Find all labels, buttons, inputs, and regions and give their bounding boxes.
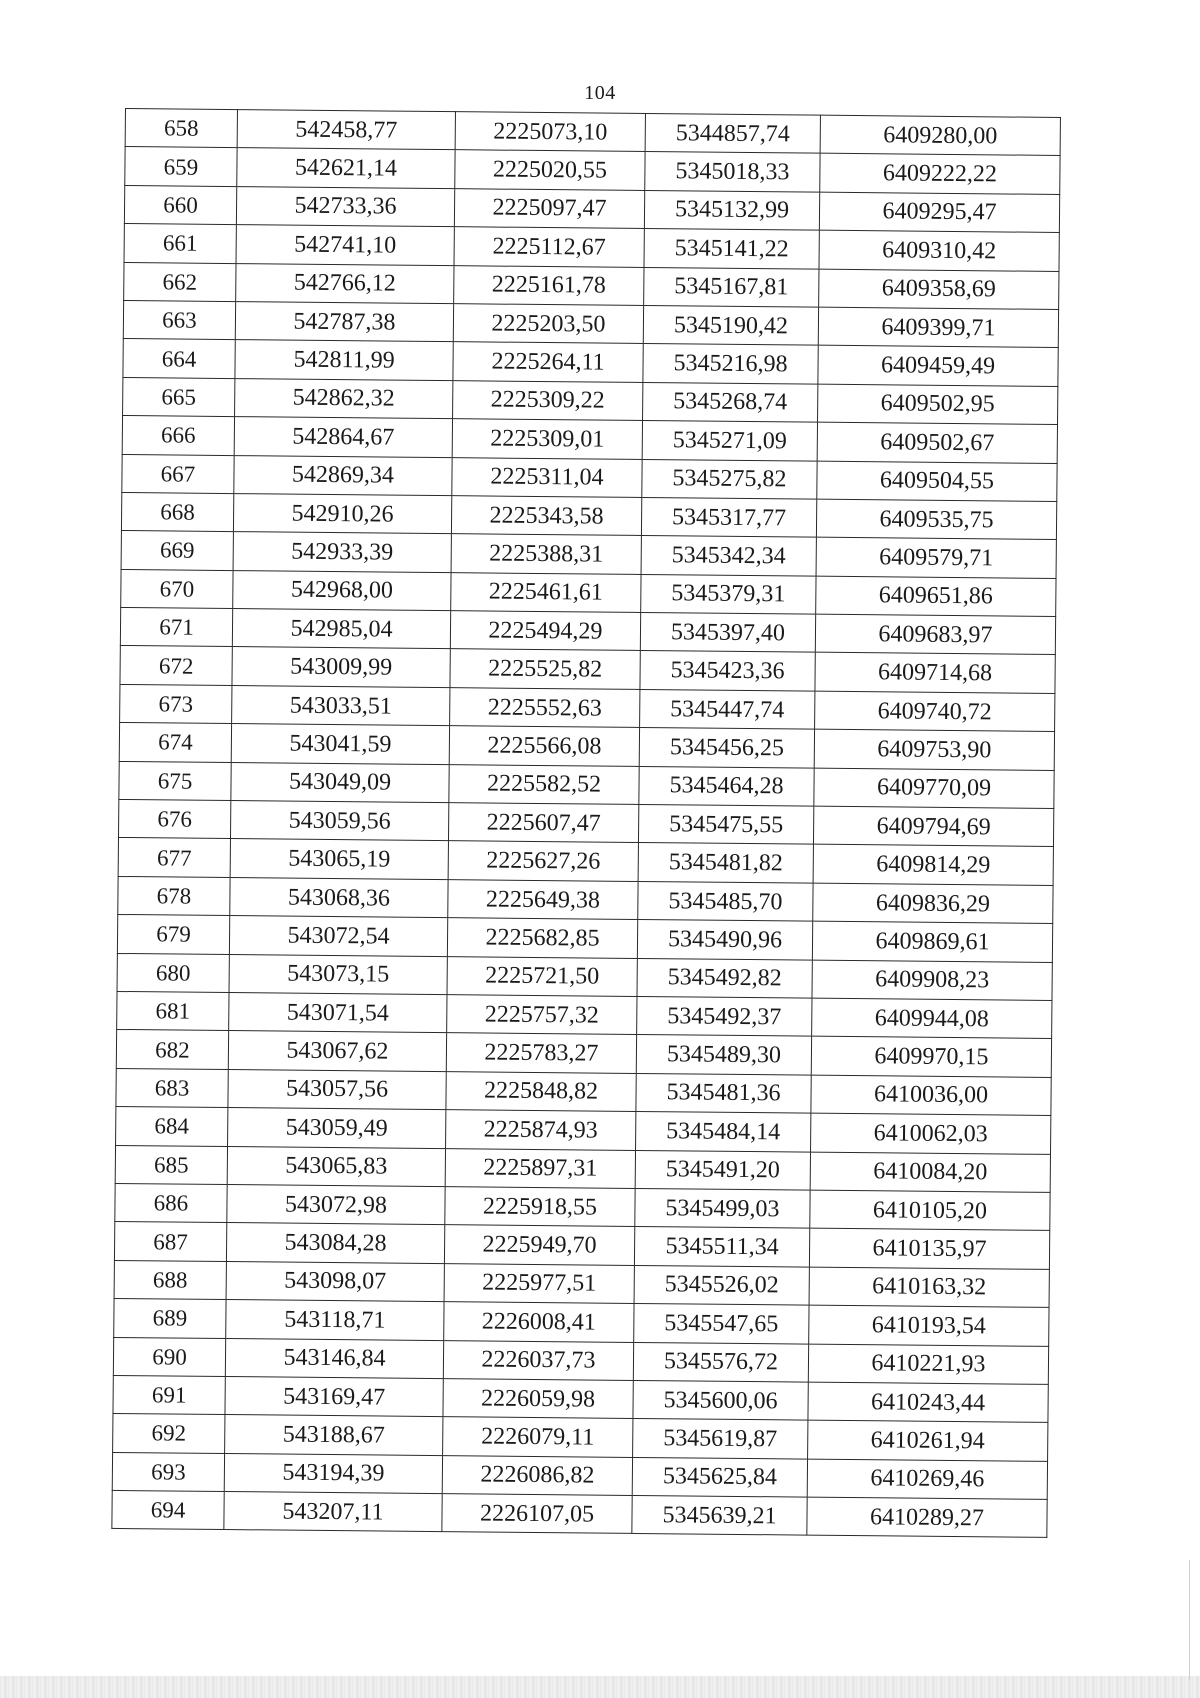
x-coordinate-cell: 542968,00 (233, 570, 451, 610)
point-number-cell: 671 (120, 608, 232, 647)
y2-coordinate-cell: 6410261,94 (808, 1420, 1048, 1461)
x2-coordinate-cell: 5345499,03 (635, 1188, 810, 1228)
x2-coordinate-cell: 5345475,55 (638, 804, 813, 844)
x-coordinate-cell: 543033,51 (232, 685, 450, 725)
point-number-cell: 673 (120, 684, 232, 723)
y-coordinate-cell: 2226086,82 (442, 1455, 632, 1495)
x2-coordinate-cell: 5345484,14 (636, 1112, 811, 1152)
y2-coordinate-cell: 6410221,93 (808, 1344, 1048, 1385)
x-coordinate-cell: 543072,98 (227, 1184, 445, 1224)
y2-coordinate-cell: 6409502,95 (818, 384, 1058, 425)
y-coordinate-cell: 2225203,50 (453, 304, 643, 344)
point-number-cell: 663 (123, 300, 235, 339)
y2-coordinate-cell: 6409280,00 (820, 115, 1060, 156)
x-coordinate-cell: 543169,47 (225, 1376, 443, 1416)
x2-coordinate-cell: 5345447,74 (640, 689, 815, 729)
point-number-cell: 692 (113, 1414, 225, 1453)
y-coordinate-cell: 2225388,31 (451, 534, 641, 574)
y2-coordinate-cell: 6409770,09 (814, 768, 1054, 809)
y-coordinate-cell: 2225977,51 (444, 1263, 634, 1303)
y-coordinate-cell: 2225897,31 (445, 1148, 635, 1188)
x-coordinate-cell: 543059,49 (228, 1108, 446, 1148)
y-coordinate-cell: 2225918,55 (445, 1187, 635, 1227)
x-coordinate-cell: 543049,09 (231, 762, 449, 802)
x2-coordinate-cell: 5345379,31 (641, 574, 816, 614)
y2-coordinate-cell: 6410163,32 (809, 1267, 1049, 1308)
point-number-cell: 670 (121, 569, 233, 608)
y-coordinate-cell: 2225949,70 (444, 1225, 634, 1265)
coordinates-table-body (112, 109, 1061, 1538)
y2-coordinate-cell: 6409358,69 (819, 269, 1059, 310)
x-coordinate-cell: 543146,84 (225, 1338, 443, 1378)
y2-coordinate-cell: 6409504,55 (817, 461, 1057, 502)
y-coordinate-cell: 2226079,11 (443, 1417, 633, 1457)
y2-coordinate-cell: 6409651,86 (816, 576, 1056, 617)
x-coordinate-cell: 543188,67 (225, 1415, 443, 1455)
x-coordinate-cell: 543118,71 (226, 1300, 444, 1340)
x2-coordinate-cell: 5345397,40 (640, 613, 815, 653)
point-number-cell: 676 (118, 800, 230, 839)
y2-coordinate-cell: 6409222,22 (820, 154, 1060, 195)
x-coordinate-cell: 542811,99 (235, 340, 453, 380)
scan-edge-line (1189, 1560, 1190, 1680)
point-number-cell: 684 (116, 1107, 228, 1146)
x2-coordinate-cell: 5345141,22 (644, 229, 819, 269)
x2-coordinate-cell: 5345018,33 (645, 152, 820, 192)
point-number-cell: 659 (125, 147, 237, 186)
point-number-cell: 664 (123, 339, 235, 378)
x2-coordinate-cell: 5345271,09 (642, 421, 817, 461)
x-coordinate-cell: 542864,67 (234, 417, 452, 457)
x2-coordinate-cell: 5345342,34 (641, 536, 816, 576)
y2-coordinate-cell: 6410243,44 (808, 1382, 1048, 1423)
x2-coordinate-cell: 5345464,28 (639, 766, 814, 806)
point-number-cell: 688 (114, 1260, 226, 1299)
y-coordinate-cell: 2225649,38 (448, 879, 638, 919)
point-number-cell: 691 (113, 1375, 225, 1414)
point-number-cell: 661 (124, 224, 236, 263)
x-coordinate-cell: 542766,12 (236, 263, 454, 303)
y2-coordinate-cell: 6410105,20 (810, 1190, 1050, 1231)
y-coordinate-cell: 2225874,93 (446, 1110, 636, 1150)
point-number-cell: 693 (112, 1452, 224, 1491)
x-coordinate-cell: 543098,07 (226, 1261, 444, 1301)
coordinates-table-container (111, 108, 1060, 1538)
x2-coordinate-cell: 5345492,82 (637, 958, 812, 998)
point-number-cell: 683 (116, 1068, 228, 1107)
x2-coordinate-cell: 5345216,98 (643, 344, 818, 384)
x2-coordinate-cell: 5345639,21 (632, 1495, 807, 1535)
point-number-cell: 690 (113, 1337, 225, 1376)
y2-coordinate-cell: 6409836,29 (813, 883, 1053, 924)
y-coordinate-cell: 2225311,04 (452, 457, 642, 497)
coordinates-table (111, 108, 1061, 1538)
y2-coordinate-cell: 6410193,54 (809, 1305, 1049, 1346)
x2-coordinate-cell: 5345511,34 (634, 1227, 809, 1267)
x-coordinate-cell: 542458,77 (237, 110, 455, 150)
y2-coordinate-cell: 6409535,75 (816, 499, 1056, 540)
y-coordinate-cell: 2225161,78 (454, 265, 644, 305)
scan-artifact-strip (0, 1676, 1200, 1698)
y2-coordinate-cell: 6410036,00 (811, 1075, 1051, 1116)
x2-coordinate-cell: 5345423,36 (640, 651, 815, 691)
y-coordinate-cell: 2226107,05 (442, 1494, 632, 1534)
y-coordinate-cell: 2225073,10 (455, 112, 645, 152)
y-coordinate-cell: 2225020,55 (455, 150, 645, 190)
y-coordinate-cell: 2225309,01 (452, 419, 642, 459)
point-number-cell: 665 (123, 377, 235, 416)
y2-coordinate-cell: 6409683,97 (815, 614, 1055, 655)
y-coordinate-cell: 2226008,41 (444, 1302, 634, 1342)
x2-coordinate-cell: 5345491,20 (635, 1150, 810, 1190)
point-number-cell: 682 (116, 1030, 228, 1069)
x-coordinate-cell: 543009,99 (232, 647, 450, 687)
x2-coordinate-cell: 5345490,96 (637, 920, 812, 960)
y2-coordinate-cell: 6409579,71 (816, 537, 1056, 578)
y2-coordinate-cell: 6409753,90 (814, 729, 1054, 770)
point-number-cell: 662 (124, 262, 236, 301)
y2-coordinate-cell: 6409814,29 (813, 845, 1053, 886)
x-coordinate-cell: 542910,26 (233, 493, 451, 533)
y2-coordinate-cell: 6409944,08 (812, 998, 1052, 1039)
x2-coordinate-cell: 5345576,72 (633, 1342, 808, 1382)
y2-coordinate-cell: 6409295,47 (819, 192, 1059, 233)
x2-coordinate-cell: 5345547,65 (634, 1304, 809, 1344)
y-coordinate-cell: 2225525,82 (450, 649, 640, 689)
x-coordinate-cell: 543068,36 (230, 877, 448, 917)
x-coordinate-cell: 543059,56 (230, 801, 448, 841)
x-coordinate-cell: 542787,38 (235, 302, 453, 342)
y-coordinate-cell: 2225566,08 (449, 726, 639, 766)
y2-coordinate-cell: 6409399,71 (818, 307, 1058, 348)
x2-coordinate-cell: 5345481,82 (638, 843, 813, 883)
page-number: 104 (584, 82, 616, 104)
x-coordinate-cell: 543072,54 (229, 916, 447, 956)
point-number-cell: 681 (117, 991, 229, 1030)
y-coordinate-cell: 2225607,47 (448, 803, 638, 843)
y2-coordinate-cell: 6409740,72 (815, 691, 1055, 732)
x-coordinate-cell: 543084,28 (226, 1223, 444, 1263)
x-coordinate-cell: 543041,59 (231, 724, 449, 764)
x-coordinate-cell: 543065,19 (230, 839, 448, 879)
y-coordinate-cell: 2225552,63 (450, 688, 640, 728)
point-number-cell: 658 (125, 109, 237, 148)
x2-coordinate-cell: 5345132,99 (644, 190, 819, 230)
y-coordinate-cell: 2225494,29 (450, 611, 640, 651)
x-coordinate-cell: 542862,32 (235, 378, 453, 418)
point-number-cell: 680 (117, 953, 229, 992)
y2-coordinate-cell: 6410084,20 (810, 1152, 1050, 1193)
y2-coordinate-cell: 6410269,46 (807, 1459, 1047, 1500)
x2-coordinate-cell: 5345275,82 (642, 459, 817, 499)
y-coordinate-cell: 2226059,98 (443, 1379, 633, 1419)
point-number-cell: 667 (122, 454, 234, 493)
x2-coordinate-cell: 5344857,74 (645, 113, 820, 153)
y-coordinate-cell: 2225112,67 (454, 227, 644, 267)
x-coordinate-cell: 543071,54 (229, 993, 447, 1033)
y-coordinate-cell: 2225461,61 (451, 572, 641, 612)
y2-coordinate-cell: 6409459,49 (818, 346, 1058, 387)
point-number-cell: 689 (114, 1299, 226, 1338)
y2-coordinate-cell: 6409310,42 (819, 230, 1059, 271)
point-number-cell: 672 (120, 646, 232, 685)
x-coordinate-cell: 543207,11 (224, 1492, 442, 1532)
y-coordinate-cell: 2225627,26 (448, 841, 638, 881)
point-number-cell: 677 (118, 838, 230, 877)
y-coordinate-cell: 2225757,32 (447, 995, 637, 1035)
x-coordinate-cell: 542733,36 (236, 186, 454, 226)
x-coordinate-cell: 543073,15 (229, 954, 447, 994)
y2-coordinate-cell: 6409794,69 (813, 806, 1053, 847)
y2-coordinate-cell: 6409970,15 (811, 1037, 1051, 1078)
x-coordinate-cell: 542985,04 (232, 609, 450, 649)
x-coordinate-cell: 542741,10 (236, 225, 454, 265)
y-coordinate-cell: 2225582,52 (449, 764, 639, 804)
point-number-cell: 675 (119, 761, 231, 800)
point-number-cell: 668 (121, 492, 233, 531)
point-number-cell: 686 (115, 1183, 227, 1222)
x2-coordinate-cell: 5345481,36 (636, 1073, 811, 1113)
point-number-cell: 660 (124, 185, 236, 224)
y2-coordinate-cell: 6409714,68 (815, 653, 1055, 694)
x-coordinate-cell: 542621,14 (237, 148, 455, 188)
x2-coordinate-cell: 5345526,02 (634, 1265, 809, 1305)
x2-coordinate-cell: 5345600,06 (633, 1380, 808, 1420)
point-number-cell: 666 (122, 416, 234, 455)
y2-coordinate-cell: 6410289,27 (807, 1497, 1047, 1538)
y-coordinate-cell: 2225264,11 (453, 342, 643, 382)
x2-coordinate-cell: 5345190,42 (643, 305, 818, 345)
x2-coordinate-cell: 5345268,74 (643, 382, 818, 422)
point-number-cell: 685 (115, 1145, 227, 1184)
point-number-cell: 678 (118, 876, 230, 915)
point-number-cell: 669 (121, 531, 233, 570)
y-coordinate-cell: 2225848,82 (446, 1071, 636, 1111)
y-coordinate-cell: 2225682,85 (447, 918, 637, 958)
x2-coordinate-cell: 5345625,84 (632, 1457, 807, 1497)
y2-coordinate-cell: 6409502,67 (817, 422, 1057, 463)
y-coordinate-cell: 2226037,73 (443, 1340, 633, 1380)
y-coordinate-cell: 2225097,47 (454, 188, 644, 228)
x2-coordinate-cell: 5345167,81 (644, 267, 819, 307)
point-number-cell: 679 (117, 915, 229, 954)
x2-coordinate-cell: 5345317,77 (641, 497, 816, 537)
y-coordinate-cell: 2225343,58 (451, 496, 641, 536)
x2-coordinate-cell: 5345492,37 (637, 996, 812, 1036)
x-coordinate-cell: 542869,34 (234, 455, 452, 495)
x-coordinate-cell: 542933,39 (233, 532, 451, 572)
x2-coordinate-cell: 5345456,25 (639, 728, 814, 768)
y-coordinate-cell: 2225721,50 (447, 956, 637, 996)
point-number-cell: 687 (114, 1222, 226, 1261)
x2-coordinate-cell: 5345485,70 (638, 881, 813, 921)
y2-coordinate-cell: 6409908,23 (812, 960, 1052, 1001)
y2-coordinate-cell: 6410135,97 (809, 1228, 1049, 1269)
y2-coordinate-cell: 6410062,03 (811, 1113, 1051, 1154)
point-number-cell: 694 (112, 1491, 224, 1530)
y-coordinate-cell: 2225309,22 (453, 380, 643, 420)
x-coordinate-cell: 543194,39 (224, 1453, 442, 1493)
table-row (112, 1491, 1047, 1538)
y2-coordinate-cell: 6409869,61 (812, 921, 1052, 962)
y-coordinate-cell: 2225783,27 (446, 1033, 636, 1073)
x-coordinate-cell: 543067,62 (228, 1031, 446, 1071)
x2-coordinate-cell: 5345489,30 (636, 1035, 811, 1075)
x2-coordinate-cell: 5345619,87 (633, 1419, 808, 1459)
x-coordinate-cell: 543065,83 (227, 1146, 445, 1186)
point-number-cell: 674 (119, 723, 231, 762)
x-coordinate-cell: 543057,56 (228, 1069, 446, 1109)
